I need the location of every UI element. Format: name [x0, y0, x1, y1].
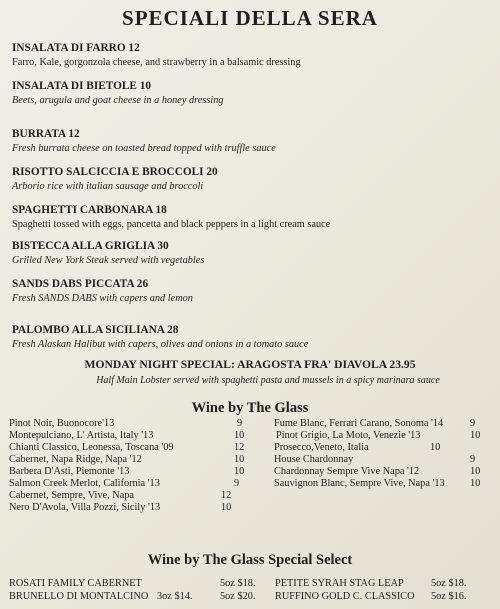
wine-name: Chardonnay Sempre Vive Napa '12 [274, 466, 420, 477]
select-wine-price: 5oz $16. [431, 591, 467, 602]
wine-item [9, 478, 254, 490]
dish-item [12, 278, 482, 305]
dish-description: Farro, Kale, gorgonzola cheese, and strawberry in a balsamic dressing [12, 57, 301, 68]
dish-item [12, 324, 482, 351]
wine-item [274, 442, 494, 454]
select-wine-price-3oz: 3oz $14. [157, 591, 193, 602]
wine-item [9, 430, 254, 442]
wine-item [274, 418, 494, 430]
wine-item [274, 430, 494, 442]
wine-name: Prosecco,Veneto, Italia [274, 442, 369, 453]
dish-description: Fresh Alaskan Halibut with capers, olives and onions in a tomato sauce [12, 339, 309, 350]
special-description: Half Main Lobster served with spaghetti pasta and mussels in a spicy marinara sauce [96, 375, 440, 386]
wine-item [9, 466, 254, 478]
select-wine-price: 5oz $18. [431, 578, 467, 589]
wine-price: 10 [234, 430, 245, 441]
wine-item [274, 454, 494, 466]
dish-description: Fresh SANDS DABS with capers and lemon [12, 293, 193, 304]
wine-name: Barbera D'Asti, Piemonte '13 [9, 466, 130, 477]
dish-description: Fresh burrata cheese on toasted bread topped with truffle sauce [12, 143, 276, 154]
wine-list-left [9, 418, 254, 514]
dish-description: Beets, arugula and goat cheese in a honey dressing [12, 95, 224, 106]
dish-item [12, 42, 482, 69]
wine-price: 9 [237, 418, 243, 429]
special-name: MONDAY NIGHT SPECIAL: ARAGOSTA FRA' DIAVOLA 23.95 [84, 358, 416, 371]
wine-name: Fume Blanc, Ferrari Carano, Sonoma '14 [274, 418, 444, 429]
wine-name: Montepulciano, L' Artista, Italy '13 [9, 430, 154, 441]
wine-section-title: Wine by The Glass [191, 400, 309, 416]
wine-name: Salmon Creek Merlot, California '13 [9, 478, 160, 489]
dish-name: BISTECCA ALLA GRIGLIA 30 [12, 240, 169, 252]
select-wine-name: RUFFINO GOLD C. CLASSICO [275, 591, 415, 602]
wine-item [274, 466, 494, 478]
wine-price: 10 [470, 430, 481, 441]
wine-item [9, 442, 254, 454]
dish-description: Arborio rice with italian sausage and broccoli [12, 181, 204, 192]
wine-name: House Chardonnay [274, 454, 354, 465]
monday-special [0, 358, 500, 387]
wine-name: Cabernet, Napa Ridge, Napa '12 [9, 454, 142, 465]
wine-name: Sauvignon Blanc, Sempre Vive, Napa '13 [274, 478, 445, 489]
dish-name: BURRATA 12 [12, 128, 80, 140]
dish-name: INSALATA DI BIETOLE 10 [12, 80, 152, 92]
wine-price: 10 [430, 442, 441, 453]
select-wine-name: BRUNELLO DI MONTALCINO [9, 591, 149, 602]
dish-item [12, 128, 482, 155]
wine-name: Nero D'Avola, Villa Pozzi, Sicily '13 [9, 502, 161, 513]
wine-price: 10 [234, 454, 245, 465]
dish-name: PALOMBO ALLA SICILIANA 28 [12, 324, 179, 336]
select-wine-price-5oz: 5oz $18. [220, 578, 256, 589]
menu-title: SPECIALI DELLA SERA [122, 6, 378, 30]
wine-price: 12 [221, 490, 232, 501]
select-section-title: Wine by The Glass Special Select [147, 552, 353, 568]
wine-price: 9 [234, 478, 240, 489]
wine-name: Pinot Grigio, La Moto, Venezie '13 [276, 430, 421, 441]
dish-name: RISOTTO SALCICCIA E BROCCOLI 20 [12, 166, 218, 178]
dish-description: Spaghetti tossed with eggs, pancetta and black peppers in a light cream sauce [12, 219, 331, 230]
wine-item [9, 418, 254, 430]
wine-price: 10 [221, 502, 232, 513]
dish-name: SANDS DABS PICCATA 26 [12, 278, 149, 290]
wine-name: Chianti Classico, Leonessa, Toscana '09 [9, 442, 174, 453]
wine-item [9, 454, 254, 466]
wine-price: 10 [470, 478, 481, 489]
wine-price: 12 [234, 442, 245, 453]
wine-price: 9 [470, 454, 476, 465]
select-wine-name: PETITE SYRAH STAG LEAP [275, 578, 404, 589]
select-wine-price-5oz: 5oz $20. [220, 591, 256, 602]
dish-name: SPAGHETTI CARBONARA 18 [12, 204, 167, 216]
select-wine-name: ROSATI FAMILY CABERNET [9, 578, 142, 589]
dish-description: Grilled New York Steak served with vegetables [12, 255, 205, 266]
wine-name: Pinot Noir, Buonocore'13 [9, 418, 115, 429]
dish-item [12, 166, 482, 193]
dish-name: INSALATA DI FARRO 12 [12, 42, 140, 54]
wine-item [9, 490, 254, 502]
dish-item [12, 240, 482, 267]
wine-list-right [274, 418, 494, 490]
wine-name: Cabernet, Sempre, Vive, Napa [9, 490, 135, 501]
wine-price: 10 [234, 466, 245, 477]
dish-item [12, 204, 482, 231]
wine-price: 10 [470, 466, 481, 477]
wine-item [9, 502, 254, 514]
dish-item [12, 80, 482, 107]
wine-price: 9 [470, 418, 476, 429]
wine-item [274, 478, 494, 490]
